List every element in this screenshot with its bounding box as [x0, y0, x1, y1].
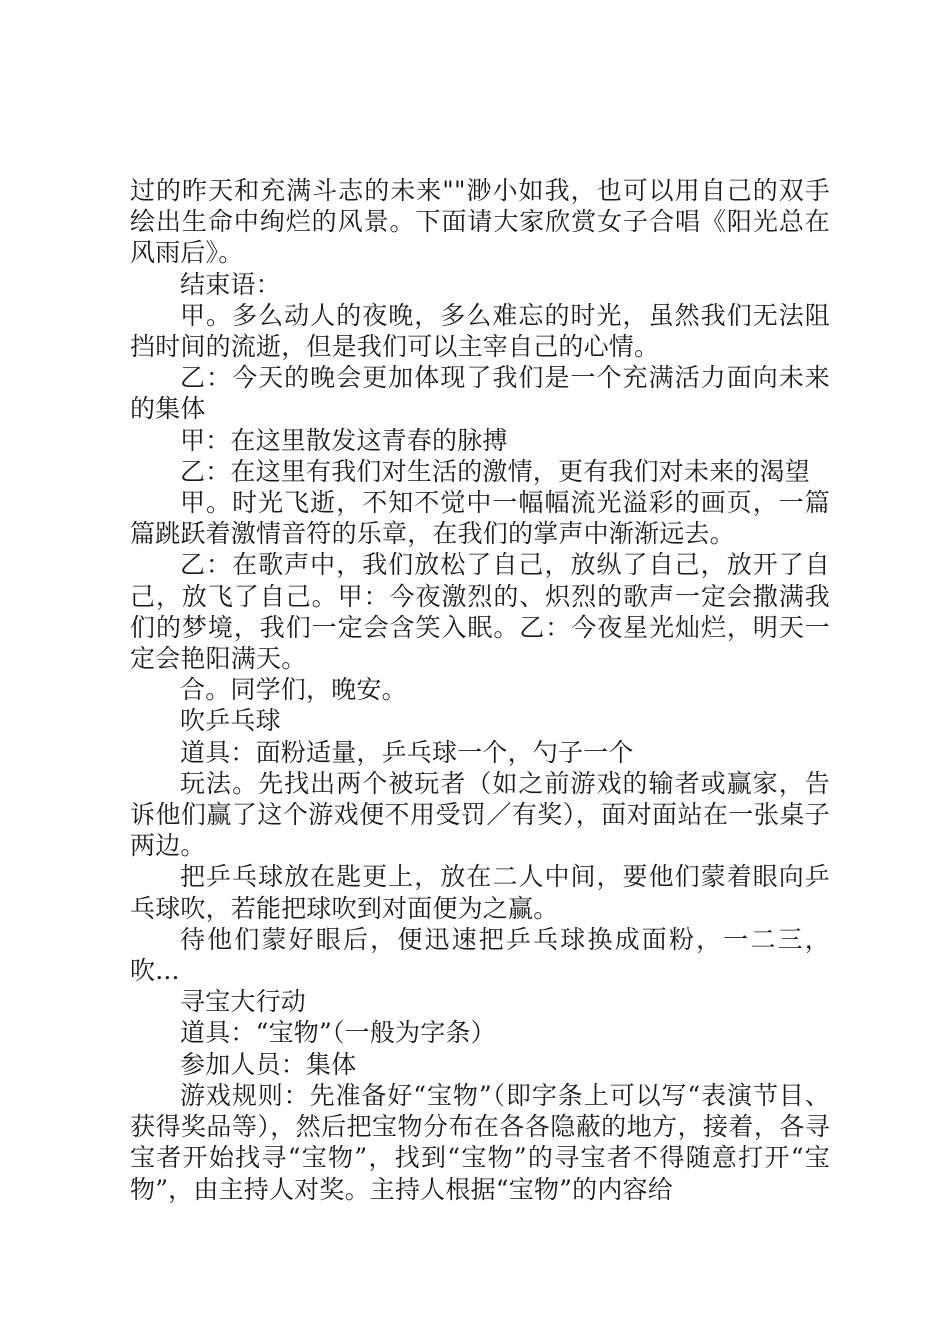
paragraph-game2-participants: 参加人员：集体: [180, 1049, 357, 1079]
paragraph-jia-3: 甲。时光飞逝，不知不觉中一幅幅流光溢彩的画页，一篇篇跳跃着激情音符的乐章，在我们的掌声中渐渐远去。: [130, 488, 830, 549]
paragraph-together: 合。同学们，晚安。: [180, 675, 407, 705]
paragraph-game2-rules: 游戏规则：先准备好“宝物”（即字条上可以写“表演节目、获得奖品等），然后把宝物分布在各各隐蔽的地方，接着，各寻宝者开始找寻“宝物”，找到“宝物”的寻宝者不得随意打开“宝物”，由主持人对奖。主持人根据“宝物”的内容给: [130, 1080, 830, 1204]
paragraph-game1-rules: 玩法。先找出两个被玩者（如之前游戏的输者或赢家，告诉他们赢了这个游戏便不用受罚／有奖），面对面站在一张桌子两边。: [130, 768, 830, 861]
paragraph-jia-2: 甲：在这里散发这青春的脉搏: [180, 425, 508, 455]
paragraph-yi-2: 乙：在这里有我们对生活的激情，更有我们对未来的渴望: [180, 456, 811, 486]
paragraph-game1-setup: 把乒乓球放在匙更上，放在二人中间，要他们蒙着眼向乒乓球吹，若能把球吹到对面便为之赢。: [130, 862, 830, 923]
paragraph-closing-heading: 结束语：: [180, 269, 281, 299]
paragraph-game2-props: 道具：“宝物”（一般为字条）: [180, 1018, 496, 1048]
paragraph-game1-props: 道具：面粉适量，乒乓球一个，勺子一个: [180, 737, 634, 767]
paragraph-game1-twist: 待他们蒙好眼后，便迅速把乒乓球换成面粉，一二三，吹...: [130, 924, 830, 986]
document-page: [130, 175, 830, 1205]
paragraph-intro: 过的昨天和充满斗志的未来""渺小如我，也可以用自己的双手绘出生命中绚烂的风景。下面请大家欣赏女子合唱《阳光总在风雨后》。: [130, 176, 830, 268]
paragraph-game1-title: 吹乒乓球: [180, 706, 281, 736]
paragraph-yi-3: 乙：在歌声中，我们放松了自己，放纵了自己，放开了自己，放飞了自己。甲：今夜激烈的、炽烈的歌声一定会撒满我们的梦境，我们一定会含笑入眠。乙：今夜星光灿烂，明天一定会艳阳满天。: [130, 550, 830, 674]
paragraph-yi-1: 乙：今天的晚会更加体现了我们是一个充满活力面向未来的集体: [130, 363, 830, 424]
paragraph-jia-1: 甲。多么动人的夜晚，多么难忘的时光，虽然我们无法阻挡时间的流逝，但是我们可以主宰自己的心情。: [130, 300, 830, 362]
paragraph-game2-title: 寻宝大行动: [180, 987, 307, 1017]
